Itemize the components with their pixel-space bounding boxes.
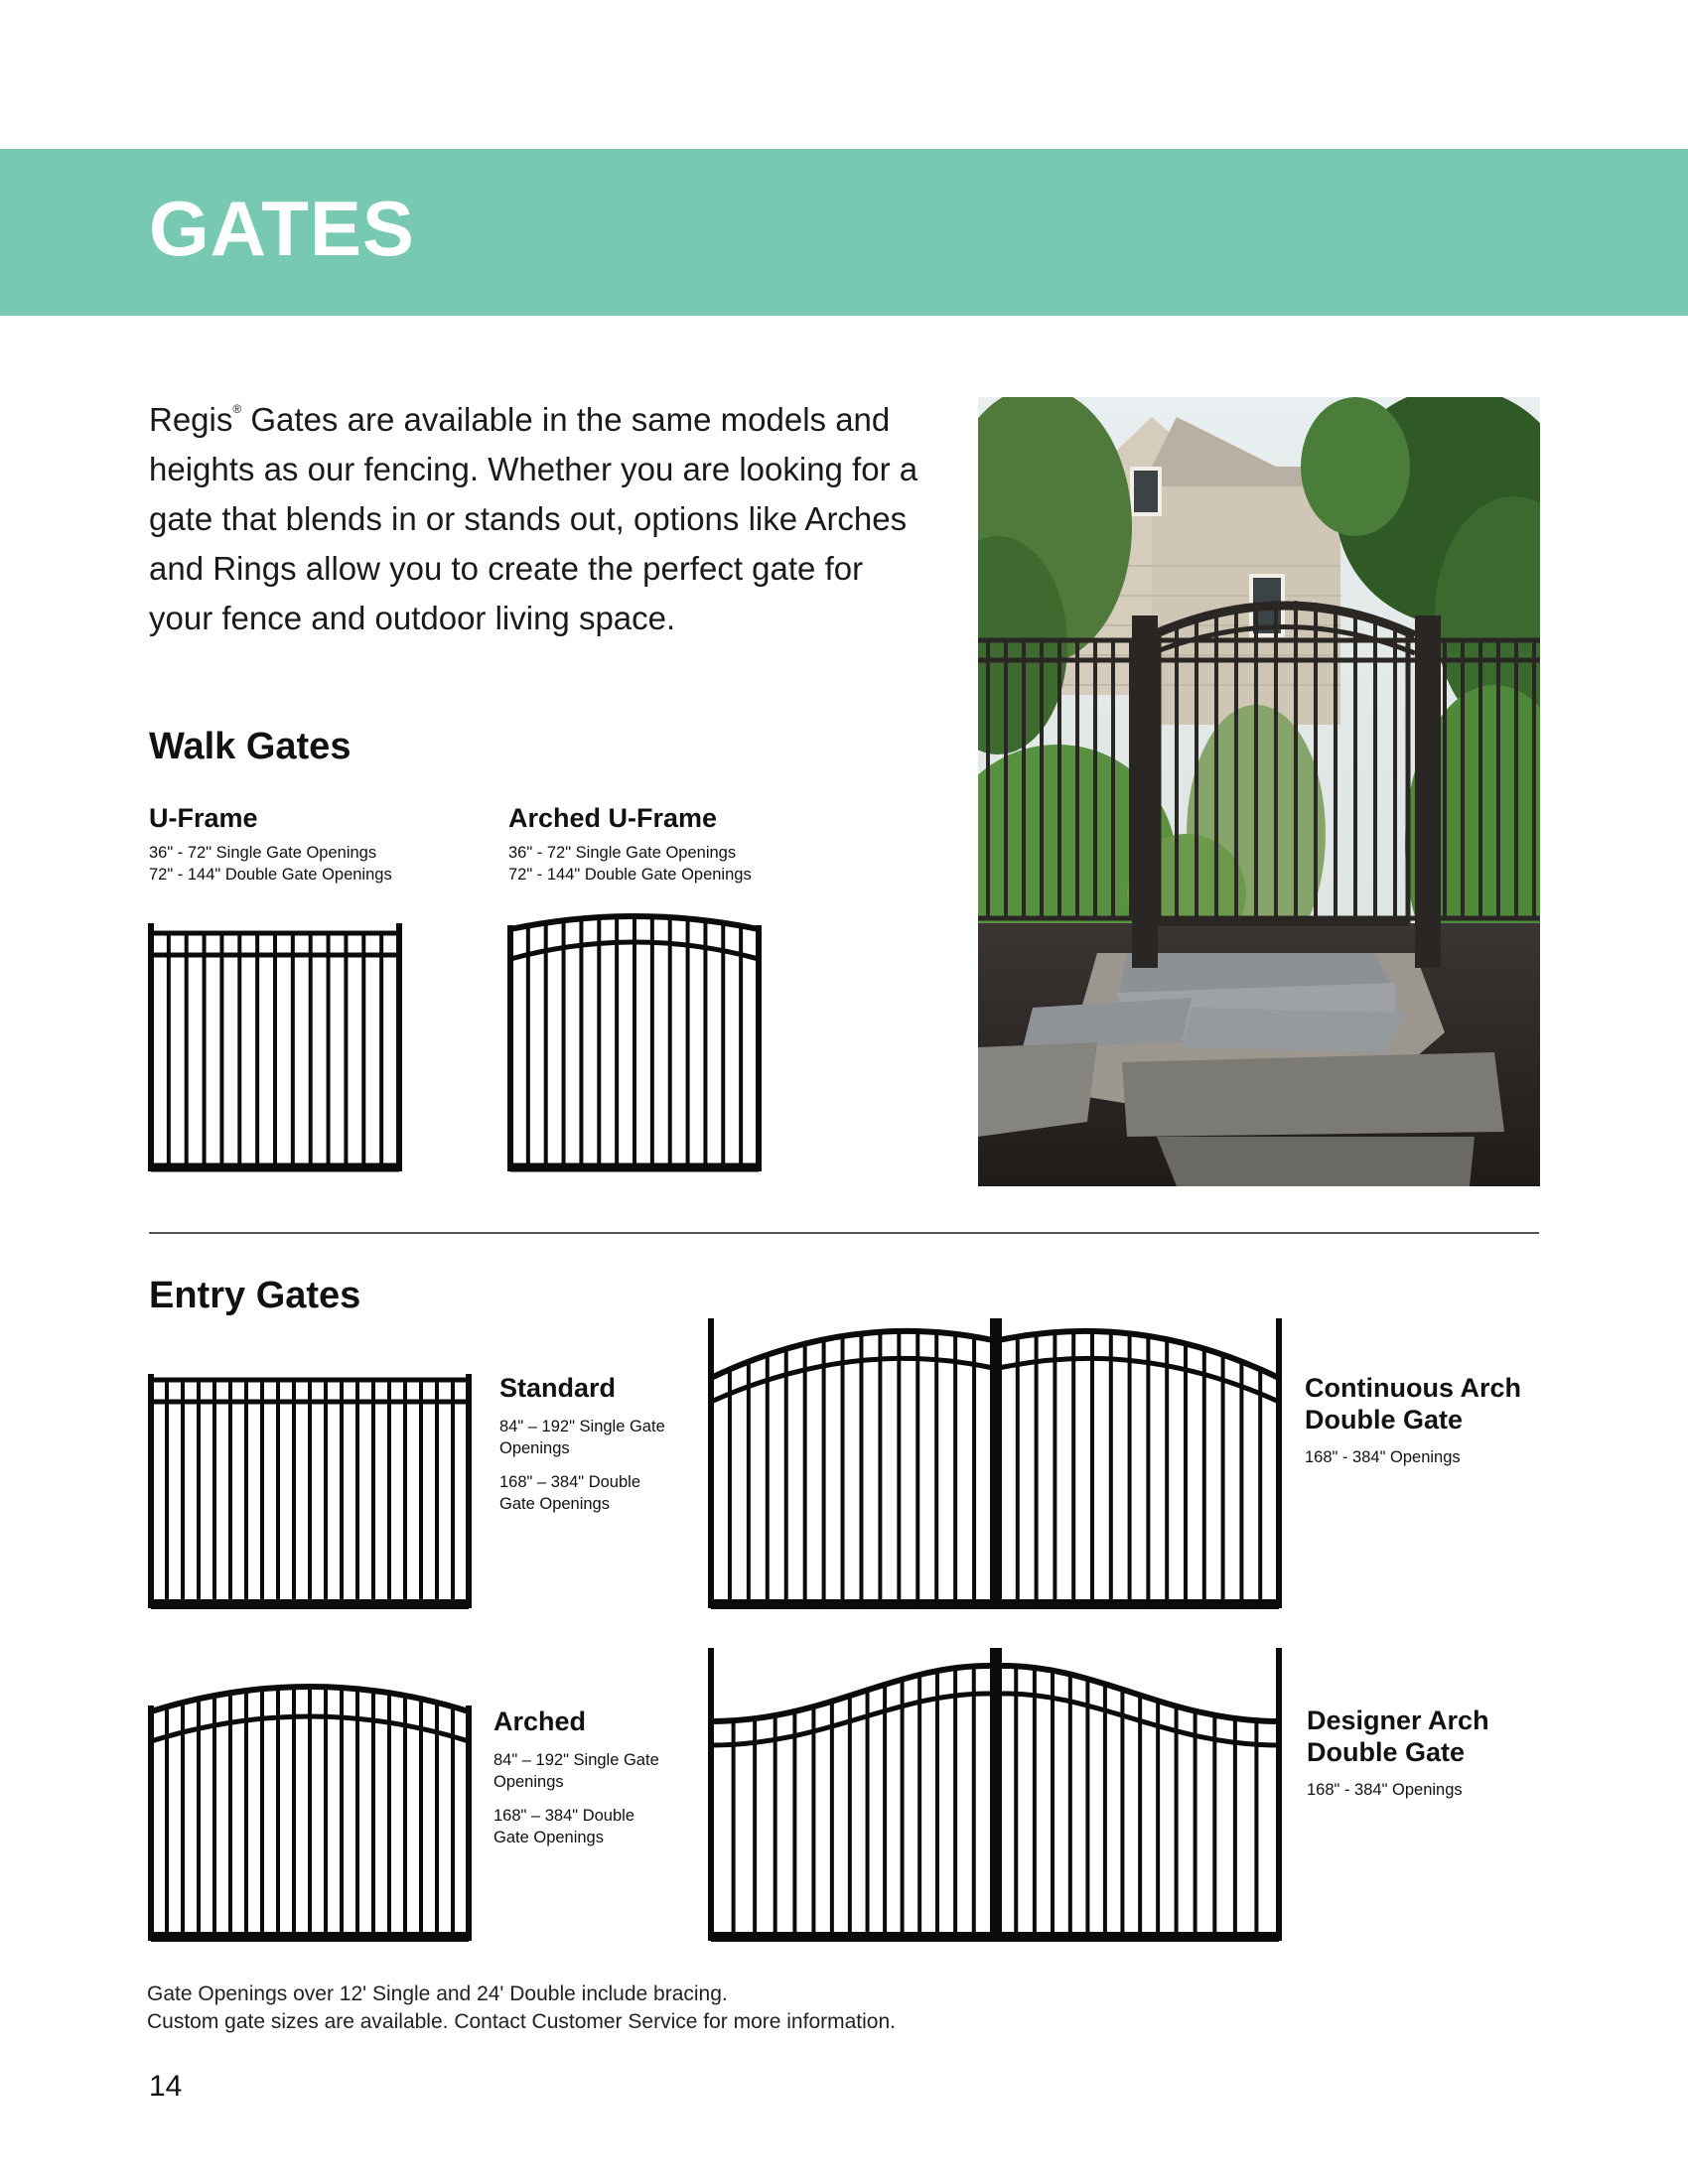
footer-note bbox=[147, 1980, 896, 2036]
standard-title: Standard bbox=[499, 1373, 617, 1403]
continuous-arch-double-gate-drawing bbox=[707, 1318, 1283, 1616]
u-frame-gate-drawing bbox=[147, 921, 403, 1179]
arched-u-frame-spec-double: 72" - 144" Double Gate Openings bbox=[508, 866, 752, 884]
walk-gates-heading: Walk Gates bbox=[149, 726, 352, 767]
continuous-arch-spec: 168" - 384" Openings bbox=[1305, 1448, 1461, 1466]
entry-gates-heading: Entry Gates bbox=[149, 1275, 361, 1316]
designer-arch-spec: 168" - 384" Openings bbox=[1307, 1781, 1463, 1799]
arched-gate-drawing bbox=[147, 1676, 473, 1949]
bracing-note: Gate Openings over 12' Single and 24' Double include bracing. bbox=[147, 1982, 728, 2005]
u-frame-spec-single: 36" - 72" Single Gate Openings bbox=[149, 844, 377, 862]
u-frame-spec-double: 72" - 144" Double Gate Openings bbox=[149, 866, 392, 884]
standard-spec-single: 84" – 192" Single Gate Openings bbox=[499, 1418, 665, 1457]
arched-spec-double: 168" – 384" Double Gate Openings bbox=[493, 1807, 634, 1846]
standard-gate-drawing bbox=[147, 1368, 473, 1616]
page-number: 14 bbox=[149, 2070, 183, 2103]
brand-name: Regis bbox=[149, 401, 233, 438]
intro-paragraph bbox=[149, 384, 933, 643]
custom-size-note: Custom gate sizes are available. Contact Customer Service for more information. bbox=[147, 2010, 896, 2033]
page-title: GATES bbox=[149, 185, 415, 272]
u-frame-title: U-Frame bbox=[149, 803, 258, 833]
standard-spec-double: 168" – 384" Double Gate Openings bbox=[499, 1473, 640, 1513]
arched-title: Arched bbox=[493, 1706, 587, 1736]
registered-mark: ® bbox=[232, 402, 242, 416]
designer-arch-title: Designer Arch Double Gate bbox=[1307, 1706, 1489, 1767]
arched-u-frame-spec-single: 36" - 72" Single Gate Openings bbox=[508, 844, 737, 862]
intro-text: Gates are available in the same models and heights as our fencing. Whether you are looking for a gate that blends in or stands out, options like Arches and Rings allow you to create the perfect gate for your fence and outdoor living space. bbox=[149, 401, 918, 636]
designer-arch-double-gate-drawing bbox=[707, 1648, 1283, 1949]
section-divider bbox=[149, 1232, 1539, 1234]
header-banner bbox=[0, 149, 1688, 316]
arched-spec-single: 84" – 192" Single Gate Openings bbox=[493, 1751, 659, 1791]
arched-u-frame-title: Arched U-Frame bbox=[508, 803, 718, 833]
garden-gate-photo bbox=[978, 397, 1540, 1186]
continuous-arch-title: Continuous Arch Double Gate bbox=[1305, 1373, 1521, 1434]
arched-u-frame-gate-drawing bbox=[506, 911, 763, 1179]
